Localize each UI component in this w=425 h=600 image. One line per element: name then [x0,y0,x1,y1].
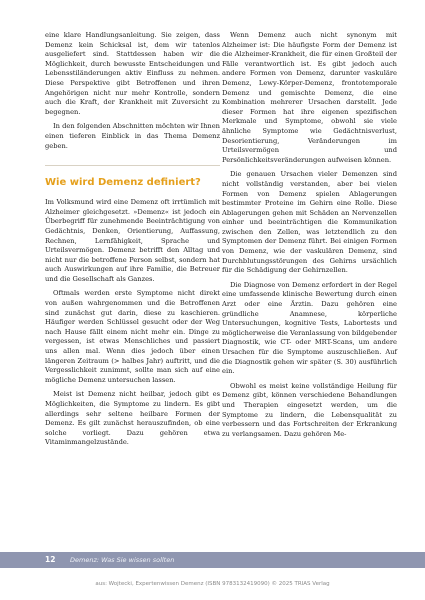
right-column [222,31,397,444]
right-paragraph-2: Die genauen Ursachen vieler Demenzen sind nicht vollständig verstanden, aber bei vielen Formen von Demenz spielen Ablagerungen bestimmter Proteine im Gehirn eine Rolle. Diese Ablagerungen gehen mit Schäden an Nervenzellen einher und beeinträchtigen die Kommunikation zwischen den Zellen, was letztendlich zu den Symptomen der Demenz führt. Bei einigen Formen von Demenz, wie der vaskulären Demenz, sind Durchblutungsstörungen des Gehirns ursächlich für die Schädigung der Gehirnzellen. [222,170,397,275]
section-heading: Wie wird Demenz definiert? [45,177,201,189]
section-paragraph-3: Meist ist Demenz nicht heilbar, jedoch gibt es Möglichkeiten, die Symptome zu lindern. Es gibt allerdings sehr seltene heilbare Formen der Demenz. Es gilt zunächst herauszufinden, ob eine solche vorliegt. Dazu gehören etwa Vitaminmangelzustände. [45,390,220,447]
right-paragraph-1: Wenn Demenz auch nicht synonym mit Alzheimer ist: Die häufigste Form der Demenz ist die Alzheimer-Krankheit, die für einen Großteil der Fälle verantwortlich ist. Es gibt jedoch auch andere Formen von Demenz, darunter vaskuläre Demenz, Lewy-Körper-Demenz, frontotemporale Demenz und gemischte Demenz, die eine Kombination mehrerer Ursachen darstellt. Jede dieser Formen hat ihre eigenen spezifischen Merkmale und Symptome, obwohl sie viele ähnliche Symptome wie Gedächtnisverlust, Desorientierung, Veränderungen im Urteilsvermögen und Persönlichkeitsveränderungen aufweisen können. [222,31,397,164]
source-line: aus: Wojtecki, Expertenwissen Demenz (ISBN 9783132419090) © 2025 TRIAS Verlag [95,581,330,587]
intro-paragraph-1: eine klare Handlungsanleitung. Sie zeigen, dass Demenz kein Schicksal ist, dem wir tatenlos ausgeliefert sind. Stattdessen haben wir die Möglichkeit, durch bewusste Entscheidungen und Lebensstiländerungen aktiv Einfluss zu nehmen. Diese Perspektive gibt Betroffenen und ihren Angehörigen nicht nur mehr Kontrolle, sondern auch die Kraft, der Krankheit mit Zuversicht zu begegnen. [45,31,220,116]
right-paragraph-3: Die Diagnose von Demenz erfordert in der Regel eine umfassende klinische Bewertung durch einen Arzt oder eine Ärztin. Dazu gehören eine gründliche Anamnese, körperliche Untersuchungen, kognitive Tests, Labortests und möglicherweise die Veranlassung von bildgebender Diagnostik, wie CT- oder MRT-Scans, um andere Ursachen für die Symptome auszuschließen. Auf die Diagnostik gehen wir später (S. 30) ausführlich ein. [222,280,397,376]
page-number: 12 [45,555,56,564]
running-title: Demenz: Was Sie wissen sollten [70,556,175,564]
left-column [45,31,220,453]
section-paragraph-2: Oftmals werden erste Symptome nicht direkt von außen wahrgenommen und die Betroffenen sind zunächst gut darin, diese zu kaschieren. Häufiger werden Schlüssel gesucht oder der Weg nach Hause fällt einem nicht mehr ein. Dinge zu vergessen, ist etwas Menschliches und passiert uns allen mal. Wenn dies jedoch über einen längeren Zeitraum (> halbes Jahr) auftritt, und die Vergesslichkeit zunimmt, sollte man sich auf eine mögliche Demenz untersuchen lassen. [45,289,220,384]
intro-paragraph-2: In den folgenden Abschnitten möchten wir Ihnen einen tieferen Einblick in das Thema Demenz geben. [45,122,220,150]
section-divider [45,165,220,166]
right-paragraph-4: Obwohl es meist keine vollständige Heilung für Demenz gibt, können verschiedene Behandlungen und Therapien eingesetzt werden, um die Symptome zu lindern, die Lebensqualität zu verbessern und das Fortschreiten der Erkrankung zu verlangsamen. Dazu gehören Me- [222,381,397,438]
section-paragraph-1: Im Volksmund wird eine Demenz oft irrtümlich mit Alzheimer gleichgesetzt. »Demenz« ist jedoch ein Überbegriff für zunehmende Beeinträchtigung von Gedächtnis, Denken, Orientierung, Auffassung, Rechnen, Lernfähigkeit, Sprache und Urteilsvermögen. Demenz betrifft den Alltag und nicht nur die betroffene Person selbst, sondern hat auch Auswirkungen auf ihre Familie, die Betreuer und die Gesellschaft als Ganzes. [45,198,220,283]
footer-bar [0,552,425,568]
